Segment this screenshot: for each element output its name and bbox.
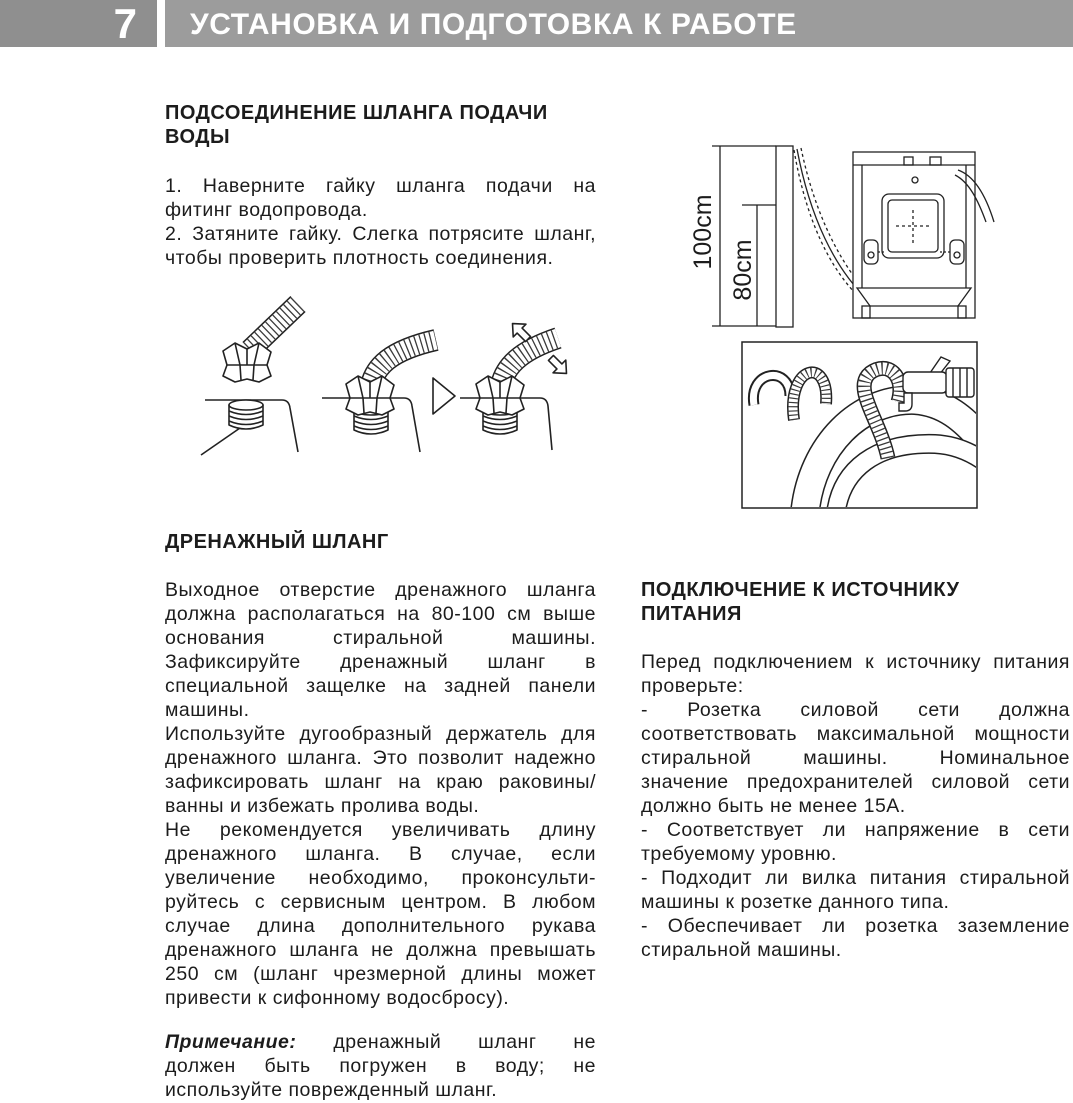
text-line: стиральной машины.	[641, 939, 842, 961]
note-line: должен быть погружен в воду; не	[165, 1055, 596, 1077]
text-line: привести к сифонному водосбросу).	[165, 987, 510, 1009]
paragraph	[641, 914, 1070, 962]
paragraph	[641, 650, 1070, 698]
hose-step-2	[322, 340, 436, 452]
wall-panel	[776, 146, 793, 327]
water-hose-heading	[165, 101, 596, 149]
paragraph	[165, 722, 596, 818]
drain-hose-note	[165, 1030, 596, 1102]
text-line: стиральной машины. Номинальное	[641, 747, 1070, 769]
text-line: дренажного шланга. Это позволит надежно	[165, 747, 596, 769]
hoses-and-holder-illustration	[740, 340, 980, 512]
text-line: - Обеспечивает ли розетка заземление	[641, 915, 1070, 937]
page-number: 7	[113, 0, 137, 47]
text-line: значение предохранителей силовой сети	[641, 771, 1070, 793]
heading-line: ПОДКЛЮЧЕНИЕ К ИСТОЧНИКУ	[641, 579, 960, 601]
heading-line: ДРЕНАЖНЫЙ ШЛАНГ	[165, 531, 389, 553]
note-label: Примечание:	[165, 1031, 297, 1053]
drain-hose-text	[165, 578, 596, 1010]
text-line: требуемому уровню.	[641, 843, 837, 865]
text-line: - Розетка силовой сети должна	[641, 699, 1070, 721]
washing-machine-back-view	[853, 152, 994, 318]
paragraph	[165, 174, 596, 222]
paragraph	[165, 222, 596, 270]
power-connection-heading	[641, 578, 1070, 626]
section-title: УСТАНОВКА И ПОДГОТОВКА К РАБОТЕ	[190, 8, 797, 41]
text-line: 250 см (шланг чрезмерной длины может	[165, 963, 596, 985]
text-line: Используйте дугообразный держатель для	[165, 723, 596, 745]
text-line: 2. Затяните гайку. Слегка потрясите шланг,	[165, 223, 596, 245]
text-line: ванны и избежать пролива воды.	[165, 795, 480, 817]
heading-line: ВОДЫ	[165, 126, 231, 148]
note-line: используйте поврежденный шланг.	[165, 1079, 498, 1101]
hose-step-1	[201, 304, 298, 455]
text-line: - Подходит ли вилка питания стиральной	[641, 867, 1070, 889]
note-text: дренажный шланг не	[333, 1031, 596, 1053]
text-line: 1. Наверните гайку шланга подачи на	[165, 175, 596, 197]
paragraph	[641, 698, 1070, 818]
text-line: увеличение необходимо, проконсульти-	[165, 867, 596, 889]
text-line: чтобы проверить плотность соединения.	[165, 247, 554, 269]
hose-step-3	[460, 317, 573, 450]
power-connection-text	[641, 650, 1070, 962]
paragraph	[165, 578, 596, 722]
text-line: должна располагаться на 80-100 см выше	[165, 603, 596, 625]
text-line: машины к розетке данного типа.	[641, 891, 950, 913]
page-number-box	[0, 0, 157, 47]
text-line: дренажного шланга не должна превышать	[165, 939, 596, 961]
paragraph	[641, 866, 1070, 914]
text-line: проверьте:	[641, 675, 744, 697]
heading-line: ПИТАНИЯ	[641, 603, 742, 625]
text-line: Не рекомендуется увеличивать длину	[165, 819, 596, 841]
text-line: - Соответствует ли напряжение в сети	[641, 819, 1070, 841]
paragraph	[641, 818, 1070, 866]
text-line: специальной защелке на задней панели	[165, 675, 596, 697]
text-line: соответствовать максимальной мощности	[641, 723, 1070, 745]
text-line: случае длина дополнительного рукава	[165, 915, 596, 937]
shake-arrow-down-icon	[545, 352, 573, 380]
height-80-label: 80cm	[729, 239, 757, 301]
text-line: Зафиксируйте дренажный шланг в	[165, 651, 596, 673]
heading-line: ПОДСОЕДИНЕНИЕ ШЛАНГА ПОДАЧИ	[165, 102, 548, 124]
drain-hose-heading	[165, 530, 596, 554]
text-line: должно быть не менее 15А.	[641, 795, 906, 817]
drain-height-illustration	[680, 135, 1000, 335]
paragraph	[165, 818, 596, 1010]
section-title-bar	[165, 0, 1073, 47]
text-line: Перед подключением к источнику питания	[641, 651, 1070, 673]
text-line: Выходное отверстие дренажного шланга	[165, 579, 596, 601]
note-line	[165, 1030, 596, 1054]
text-line: фитинг водопровода.	[165, 199, 368, 221]
text-line: зафиксировать шланг на краю раковины/	[165, 771, 596, 793]
step-arrow-icon	[433, 378, 455, 414]
text-line: основания стиральной машины.	[165, 627, 596, 649]
water-hose-instructions	[165, 174, 596, 270]
height-100-label: 100cm	[689, 194, 717, 270]
text-line: руйтесь с сервисным центром. В любом	[165, 891, 596, 913]
hose-connection-illustration	[190, 290, 600, 460]
text-line: дренажного шланга. В случае, если	[165, 843, 596, 865]
text-line: машины.	[165, 699, 250, 721]
